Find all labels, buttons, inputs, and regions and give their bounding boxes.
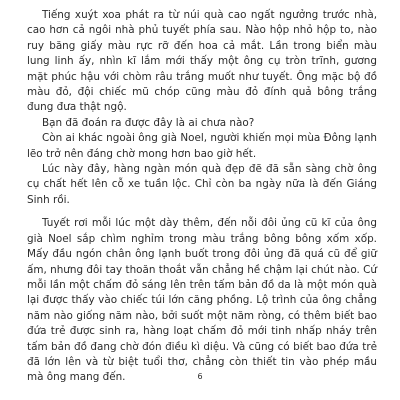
story-text xyxy=(27,8,377,386)
paragraph-gifts: Lúc này đây, hàng ngàn món quà đẹp đẽ đã sẵn sàng chờ ông cụ chất hết lên cỗ xe tuần lộc. Chỉ còn ba ngày nữa là đến Giáng Sinh rồi. xyxy=(27,163,377,206)
paragraph-question: Bạn đã đoán ra được đây là ai chưa nào? xyxy=(42,116,255,129)
paragraph-answer: Còn ai khác ngoài ông già Noel, người khiến mọi mùa Đông lạnh lẽo trở nên đáng chờ mong hơn bao giờ hết. xyxy=(27,132,377,160)
paragraph-snow: Tuyết rơi mỗi lúc một dày thêm, đến nỗi đôi ủng cũ kĩ của ông già Noel sắp chìm nghỉm trong màu trắng bông bông xốm xốp. Mấy đầu ngón chân ông lạnh buốt trong đôi ủng đã quá cũ để giữ ấm, nhưng đôi tay thoăn thoắt vẫn chẳng hề chậm lại chút nào. Cứ mỗi lần một chấm đỏ sáng lên trên tấm bản đồ da là một món quà lại được thấy vào chiếc túi lớn căng phồng. Lộ trình của ông chẳng năm nào giống năm nào, bởi suốt một năm ròng, có thêm biết bao đứa trẻ được sinh ra, hàng loạt chấm đỏ mới tinh nhấp nháy trên tấm bản đồ đang chờ đón điều kì diệu. Và cũng có biết bao đứa trẻ đã lớn lên và từ biệt tuổi thơ, chẳng còn thiết tin vào phép mầu mà ông mang đến. xyxy=(27,217,377,384)
page-number: 6 xyxy=(197,372,203,381)
paragraph-intro: Tiếng xuýt xoa phát ra từ núi quà cao ngất ngưởng trước nhà, cao hơn cả ngôi nhà phủ tuyết phía sau. Nào hộp nhỏ hộp to, nào ruy băng giấy màu rực rỡ đến hoa cả mắt. Lần trong biển màu lung linh ấy, nhìn kĩ lắm mới thấy một ông cụ tròn trĩnh, gương mặt phúc hậu với chòm râu trắng muốt như tuyết. Ông mặc bộ đồ màu đỏ, đội chiếc mũ chóp cũng màu đỏ đính quả bông trắng đung đưa thật ngộ. xyxy=(27,9,377,114)
